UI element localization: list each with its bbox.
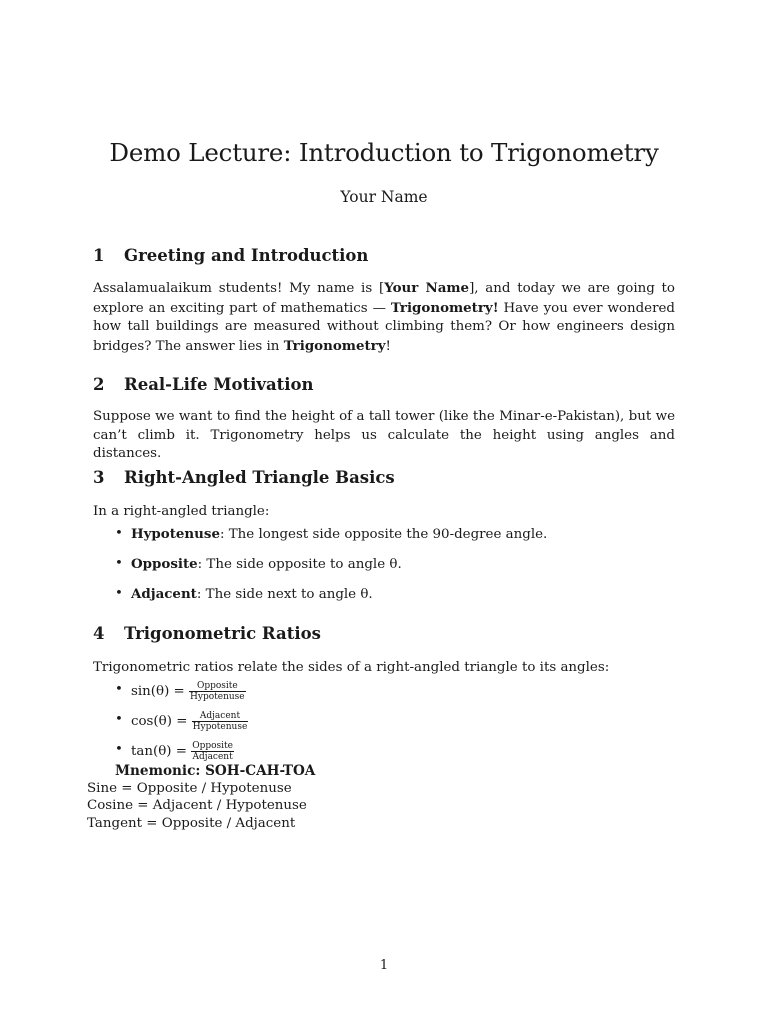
- section-number: 2: [93, 375, 105, 394]
- greeting-paragraph: [93, 279, 675, 356]
- list-item: [93, 585, 675, 604]
- bullet: •: [115, 585, 123, 601]
- ratio-lhs: tan(θ) =: [131, 743, 192, 759]
- triangle-intro: In a right-angled triangle:: [93, 504, 270, 519]
- denominator: Adjacent: [192, 751, 233, 762]
- bullet: •: [115, 711, 123, 727]
- term-description: : The side next to angle θ.: [196, 586, 373, 602]
- numerator: Opposite: [192, 740, 233, 751]
- bullet: •: [115, 741, 123, 757]
- section-title: Greeting and Introduction: [124, 246, 369, 265]
- fraction: [191, 741, 234, 762]
- term: Hypotenuse: [131, 525, 220, 542]
- bold-text: Your Name: [384, 280, 470, 296]
- mnemonic-line-cosine: Cosine = Adjacent / Hypotenuse: [87, 798, 307, 813]
- section-triangle-basics: [93, 468, 675, 604]
- document-author: Your Name: [340, 188, 428, 206]
- term: Opposite: [131, 555, 198, 572]
- ratio-sin: [93, 681, 675, 702]
- section-title: Right-Angled Triangle Basics: [124, 468, 395, 487]
- section-heading: [93, 375, 675, 394]
- section-heading: [93, 624, 675, 643]
- mnemonic-title: Mnemonic: SOH-CAH-TOA: [115, 762, 316, 779]
- fraction: [189, 681, 246, 702]
- bold-text: Trigonometry: [283, 337, 386, 354]
- text-run: Have you ever wondered how tall buildings are measured without climbing them? Or how engineers design bridges? The answer lies in: [93, 300, 675, 354]
- section-trig-ratios: [87, 624, 675, 832]
- fraction: [192, 711, 249, 732]
- section-heading: [93, 246, 675, 265]
- term-description: : The side opposite to angle θ.: [197, 556, 402, 572]
- denominator: Hypotenuse: [190, 691, 245, 702]
- section-number: 3: [93, 468, 105, 487]
- section-title: Real-Life Motivation: [124, 375, 314, 394]
- triangle-terms-list: [93, 525, 675, 604]
- denominator: Hypotenuse: [192, 721, 248, 732]
- ratio-tan: [93, 741, 675, 762]
- numerator: Opposite: [189, 681, 246, 692]
- numerator: Adjacent: [192, 711, 249, 722]
- section-title: Trigonometric Ratios: [124, 624, 321, 643]
- list-item: [93, 555, 675, 574]
- ratio-lhs: cos(θ) =: [131, 713, 192, 729]
- motivation-paragraph: Suppose we want to find the height of a tall tower (like the Minar-e-Pakistan), but we can’t climb it. Trigonometry helps us calculate the height using angles and distances.: [93, 409, 675, 461]
- bullet: •: [115, 525, 123, 541]
- ratio-cos: [93, 711, 675, 732]
- mnemonic-line-sine: Sine = Opposite / Hypotenuse: [87, 780, 292, 796]
- text-run: ], and today we are going to explore an exciting part of mathematics —: [93, 281, 675, 316]
- ratio-lhs: sin(θ) =: [131, 683, 190, 699]
- term: Adjacent: [131, 585, 197, 602]
- list-item: [93, 525, 675, 544]
- page-number: 1: [379, 958, 389, 973]
- term-description: : The longest side opposite the 90-degree angle.: [219, 526, 548, 542]
- section-number: 4: [93, 624, 105, 643]
- section-motivation: [93, 375, 675, 464]
- bold-text: Trigonometry!: [390, 299, 499, 316]
- section-greeting: [93, 246, 675, 356]
- mnemonic-line-tangent: Tangent = Opposite / Adjacent: [87, 815, 296, 831]
- ratios-list: [93, 681, 675, 762]
- document-title: Demo Lecture: Introduction to Trigonometry: [109, 138, 659, 167]
- ratios-intro: Trigonometric ratios relate the sides of a right-angled triangle to its angles:: [93, 660, 610, 675]
- section-number: 1: [93, 246, 105, 265]
- text-run: Assalamualaikum students! My name is [: [93, 281, 385, 296]
- section-heading: [93, 468, 675, 487]
- bullet: •: [115, 681, 123, 697]
- bullet: •: [115, 555, 123, 571]
- text-run: !: [385, 338, 391, 354]
